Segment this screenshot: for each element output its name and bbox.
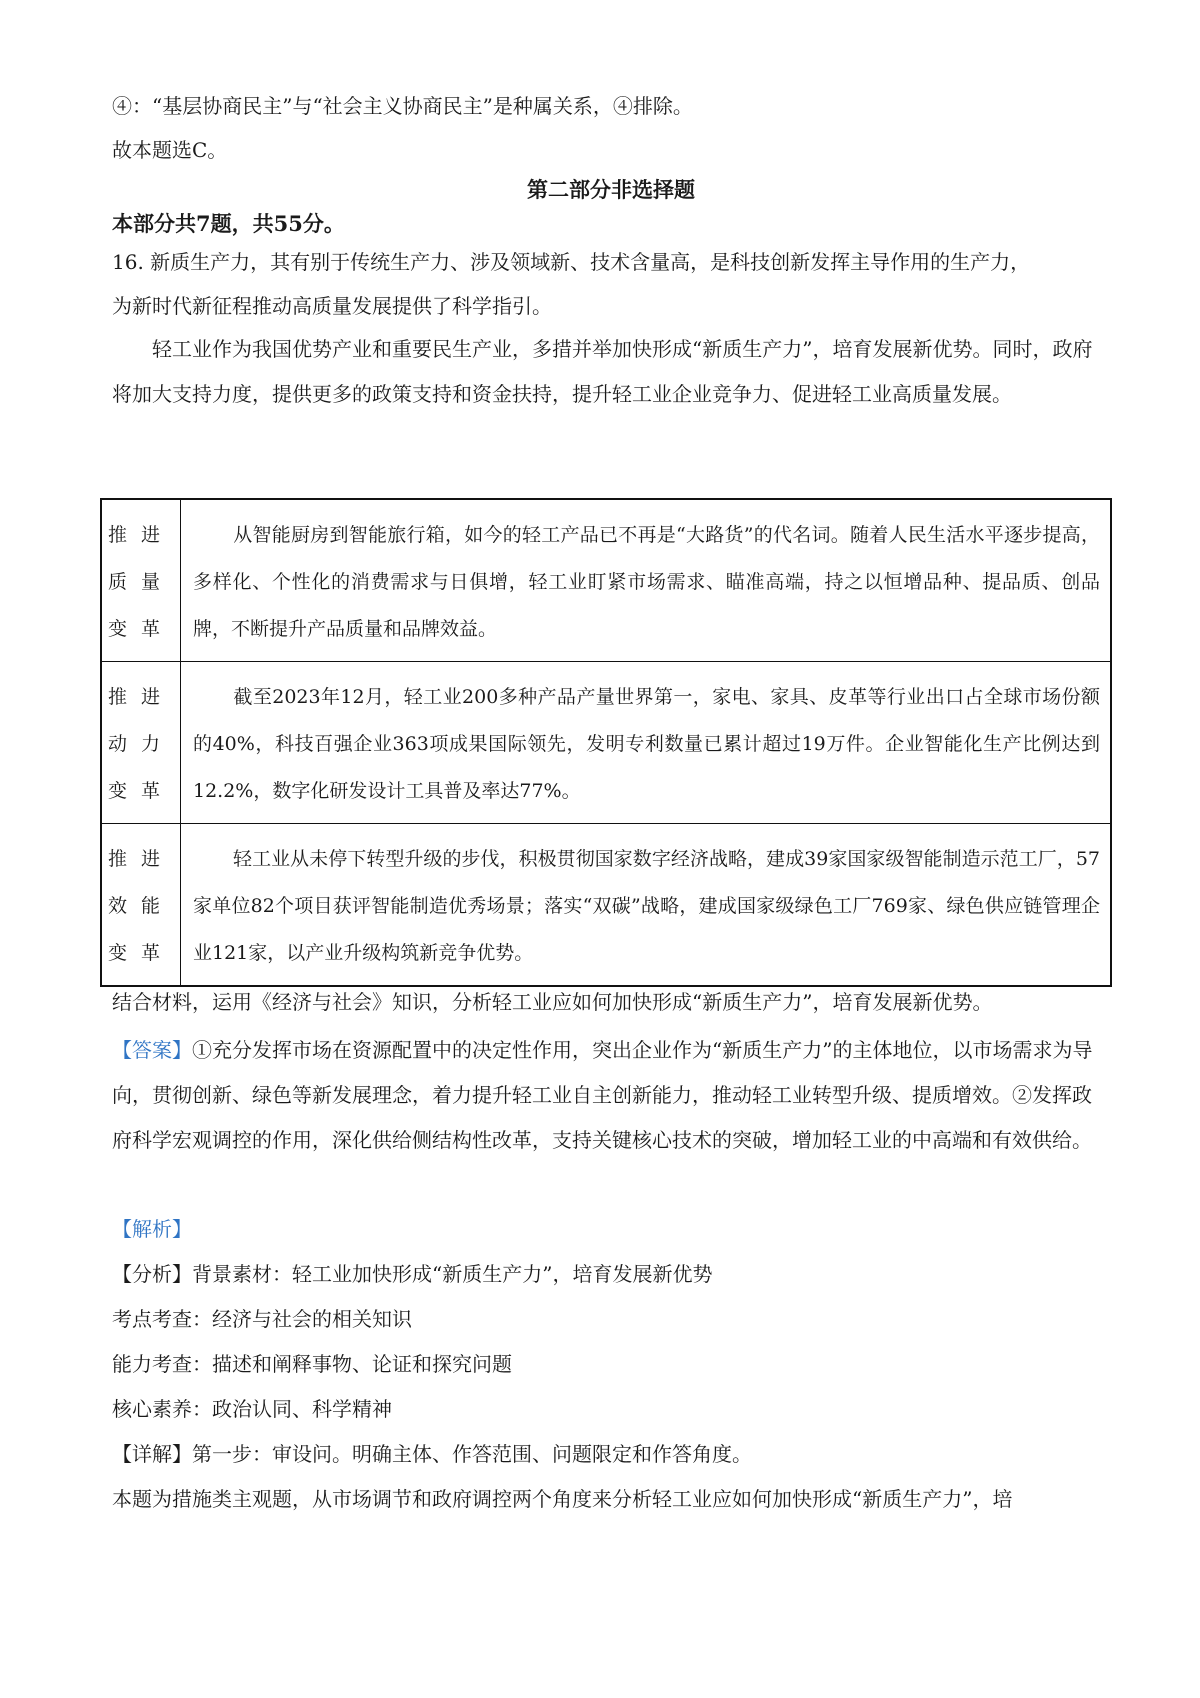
- section-title: 第二部分非选择题: [527, 177, 695, 202]
- analysis-detail-body: 本题为措施类主观题，从市场调节和政府调控两个角度来分析轻工业应如何加快形成“新质生产力”，培: [112, 1487, 1013, 1511]
- analysis-ability: 能力考查：描述和阐释事物、论证和探究问题: [112, 1352, 512, 1376]
- analysis-background: 【分析】背景素材：轻工业加快形成“新质生产力”，培育发展新优势: [112, 1262, 713, 1286]
- row-content: [181, 499, 1112, 662]
- answer-tag: 【答案】: [112, 1038, 192, 1062]
- label-line: 质量: [107, 571, 174, 593]
- row-text: 从智能厨房到智能旅行箱，如今的轻工产品已不再是“大路货”的代名词。随着人民生活水平逐步提高，多样化、个性化的消费需求与日俱增，轻工业盯紧市场需求、瞄准高端，持之以恒增品种、提品质、创品牌，不断提升产品质量和品牌效益。: [193, 524, 1100, 640]
- row-content: [181, 824, 1112, 987]
- analysis-literacy: 核心素养：政治认同、科学精神: [112, 1397, 392, 1421]
- label-line: 变革: [107, 780, 174, 802]
- answer-block: [112, 1028, 1110, 1163]
- analysis-tag: 【解析】: [112, 1217, 192, 1241]
- answer-text: ①充分发挥市场在资源配置中的决定性作用，突出企业作为“新质生产力”的主体地位，以市场需求为导向，贯彻创新、绿色等新发展理念，着力提升轻工业自主创新能力，推动轻工业转型升级、提质增效。②发挥政府科学宏观调控的作用，深化供给侧结构性改革，支持关键核心技术的突破，增加轻工业的中高端和有效供给。: [112, 1038, 1093, 1152]
- label-line: 效能: [107, 895, 174, 917]
- label-line: 推进: [107, 686, 174, 708]
- analysis-knowledge: 考点考查：经济与社会的相关知识: [112, 1307, 412, 1331]
- label-line: 推进: [107, 524, 174, 546]
- table-row: [101, 824, 1111, 987]
- option-4-explanation: ④：“基层协商民主”与“社会主义协商民主”是种属关系，④排除。: [112, 94, 693, 118]
- label-line: 变革: [107, 618, 174, 640]
- question-prompt: 结合材料，运用《经济与社会》知识，分析轻工业应如何加快形成“新质生产力”，培育发展新优势。: [112, 990, 993, 1014]
- material-table: [100, 498, 1112, 987]
- row-text: 轻工业从未停下转型升级的步伐，积极贯彻国家数字经济战略，建成39家国家级智能制造示范工厂，57家单位82个项目获评智能制造优秀场景；落实“双碳”战略，建成国家级绿色工厂769家、绿色供应链管理企业121家，以产业升级构筑新竞争优势。: [193, 848, 1100, 964]
- row-text: 截至2023年12月，轻工业200多种产品产量世界第一，家电、家具、皮革等行业出口占全球市场份额的40%，科技百强企业363项成果国际领先，发明专利数量已累计超过19万件。企业智能化生产比例达到12.2%，数字化研发设计工具普及率达77%。: [193, 686, 1100, 802]
- row-label: [101, 824, 181, 987]
- question-intro-paragraph-2: 轻工业作为我国优势产业和重要民生产业，多措并举加快形成“新质生产力”，培育发展新优势。同时，政府将加大支持力度，提供更多的政策支持和资金扶持，提升轻工业企业竞争力、促进轻工业高质量发展。: [112, 337, 1093, 406]
- row-label: [101, 662, 181, 824]
- section-subtitle: 本部分共7题，共55分。: [112, 211, 345, 236]
- analysis-detail: 【详解】第一步：审设问。明确主体、作答范围、问题限定和作答角度。: [112, 1442, 752, 1466]
- row-label: [101, 499, 181, 662]
- label-line: 推进: [107, 848, 174, 870]
- table-row: [101, 499, 1111, 662]
- answer-conclusion: 故本题选C。: [112, 138, 228, 162]
- table-row: [101, 662, 1111, 824]
- question-intro-line-1: 16. 新质生产力，其有别于传统生产力、涉及领域新、技术含量高，是科技创新发挥主导作用的生产力，: [112, 250, 1031, 274]
- label-line: 动力: [107, 733, 174, 755]
- label-line: 变革: [107, 942, 174, 964]
- question-intro-line-2: 为新时代新征程推动高质量发展提供了科学指引。: [112, 294, 552, 318]
- row-content: [181, 662, 1112, 824]
